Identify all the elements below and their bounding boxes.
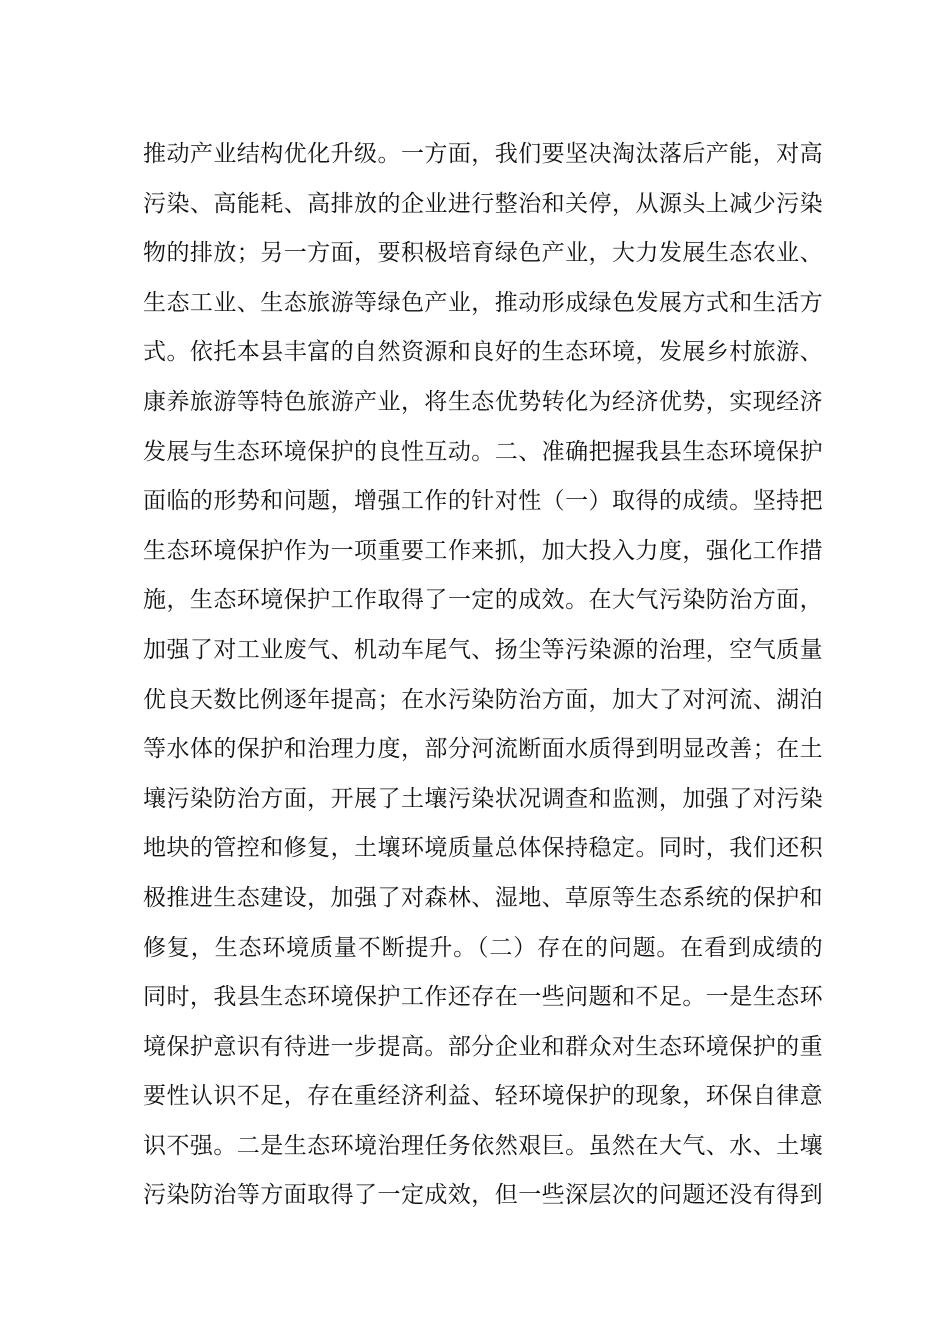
text-line: 康养旅游等特色旅游产业，将生态优势转化为经济优势，实现经济: [143, 388, 823, 415]
text-line: 污染、高能耗、高排放的企业进行整治和关停，从源头上减少污染: [143, 190, 823, 217]
text-line: 优良天数比例逐年提高；在水污染防治方面，加大了对河流、湖泊: [143, 686, 823, 713]
text-line: 发展与生态环境保护的良性互动。二、准确把握我县生态环境保护: [143, 438, 823, 465]
text-line: 推动产业结构优化升级。一方面，我们要坚决淘汰落后产能，对高: [143, 141, 823, 167]
text-line: 境保护意识有待进一步提高。部分企业和群众对生态环境保护的重: [143, 1033, 823, 1060]
text-line: 物的排放；另一方面，要积极培育绿色产业，大力发展生态农业、: [143, 240, 823, 267]
text-line: 生态环境保护作为一项重要工作来抓，加大投入力度，强化工作措: [143, 537, 823, 564]
text-line: 污染防治等方面取得了一定成效，但一些深层次的问题还没有得到: [143, 1182, 823, 1209]
text-line: 修复，生态环境质量不断提升。（二）存在的问题。在看到成绩的: [143, 934, 823, 961]
text-line: 等水体的保护和治理力度，部分河流断面水质得到明显改善；在土: [143, 736, 823, 763]
text-line: 施，生态环境保护工作取得了一定的成效。在大气污染防治方面，: [143, 587, 823, 614]
text-line: 式。依托本县丰富的自然资源和良好的生态环境，发展乡村旅游、: [143, 339, 823, 366]
text-line: 极推进生态建设，加强了对森林、湿地、草原等生态系统的保护和: [143, 884, 823, 911]
text-line: 壤污染防治方面，开展了土壤污染状况调查和监测，加强了对污染: [143, 785, 823, 812]
text-line: 同时，我县生态环境保护工作还存在一些问题和不足。一是生态环: [143, 984, 823, 1011]
text-line: 加强了对工业废气、机动车尾气、扬尘等污染源的治理，空气质量: [143, 636, 823, 663]
text-line: 地块的管控和修复，土壤环境质量总体保持稳定。同时，我们还积: [143, 835, 823, 862]
text-line: 要性认识不足，存在重经济利益、轻环境保护的现象，环保自律意: [143, 1083, 823, 1110]
text-line: 生态工业、生态旅游等绿色产业，推动形成绿色发展方式和生活方: [143, 289, 823, 316]
body-text: [143, 130, 823, 1221]
text-line: 面临的形势和问题，增强工作的针对性（一）取得的成绩。坚持把: [143, 488, 823, 515]
text-line: 识不强。二是生态环境治理任务依然艰巨。虽然在大气、水、土壤: [143, 1132, 823, 1159]
